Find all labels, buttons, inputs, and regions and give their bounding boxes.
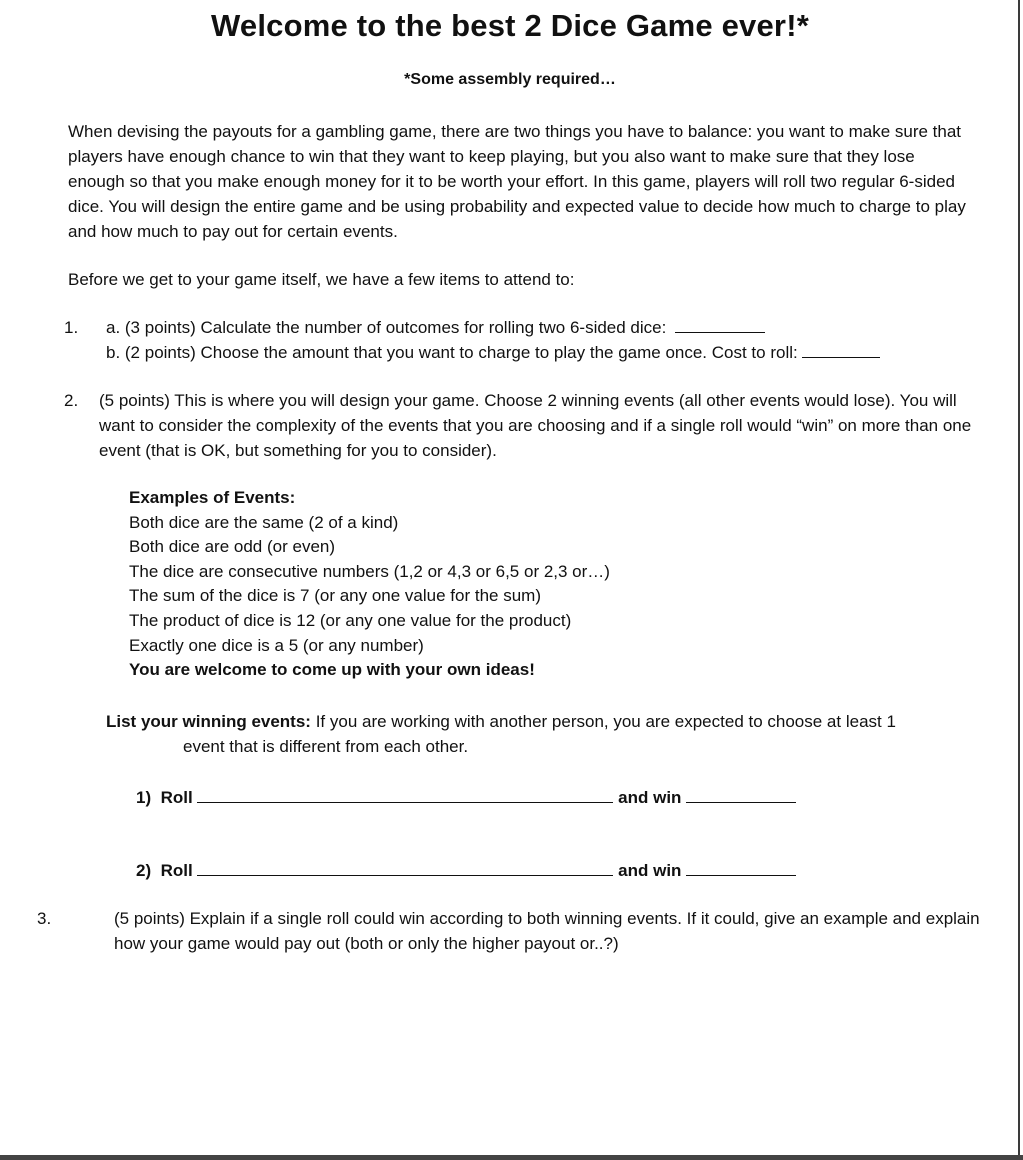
examples-heading: Examples of Events: — [129, 488, 296, 507]
answer-blank-1b[interactable] — [802, 340, 880, 358]
winning-event-row-1 — [136, 785, 796, 810]
example-item: The sum of the dice is 7 (or any one value for the sum) — [129, 586, 541, 606]
roll-label: Roll — [160, 861, 193, 880]
question-1b — [106, 340, 880, 365]
roll-event-blank-2[interactable] — [197, 858, 613, 876]
roll-label: Roll — [160, 788, 193, 807]
question-1a-text: a. (3 points) Calculate the number of outcomes for rolling two 6-sided dice: — [106, 318, 667, 337]
winning-events-instructions — [106, 709, 986, 759]
examples-footer: You are welcome to come up with your own ideas! — [129, 660, 535, 680]
example-item: The product of dice is 12 (or any one value for the product) — [129, 610, 572, 630]
winning-events-text-2: event that is different from each other. — [183, 737, 469, 756]
question-1-number: 1. — [64, 318, 79, 337]
intro-paragraph: When devising the payouts for a gambling game, there are two things you have to balance: you want to make sure that players have enough chance to win that they want to keep playing, but you also want to make sure that they lose enough so that you make enough money for it to be worth your effort. In this game, players will roll two regular 6-sided dice. You will design the entire game and be using probability and expected value to decide how much to charge to play and how much to pay out for certain events. — [68, 122, 966, 241]
question-2-number: 2. — [64, 391, 79, 410]
win-amount-blank-2[interactable] — [686, 858, 796, 876]
question-2-text: (5 points) This is where you will design your game. Choose 2 winning events (all other events would lose). You will want to consider the complexity of the events that you are choosing and if a single roll would “win” on more than one event (that is OK, but something for you to consider). — [99, 391, 972, 460]
page-subtitle: *Some assembly required… — [404, 71, 616, 88]
question-1a — [106, 315, 765, 340]
win-amount-blank-1[interactable] — [686, 785, 796, 803]
winning-events-label: List your winning events: — [106, 712, 311, 731]
example-item: The dice are consecutive numbers (1,2 or 4,3 or 6,5 or 2,3 or…) — [129, 561, 610, 581]
example-item: Both dice are odd (or even) — [129, 537, 336, 557]
before-paragraph: Before we get to your game itself, we have a few items to attend to: — [68, 270, 575, 289]
bottom-border — [0, 1155, 1023, 1160]
roll-event-blank-1[interactable] — [197, 785, 613, 803]
roll-number: 2) — [136, 861, 152, 880]
question-1b-text: b. (2 points) Choose the amount that you want to charge to play the game once. Cost to roll: — [106, 343, 798, 362]
question-3-number: 3. — [37, 909, 52, 928]
win-label: and win — [618, 861, 682, 880]
page-title: Welcome to the best 2 Dice Game ever!* — [211, 8, 809, 43]
example-item: Both dice are the same (2 of a kind) — [129, 512, 399, 532]
examples-list — [129, 486, 829, 683]
question-3-text: (5 points) Explain if a single roll could win according to both winning events. If it could, give an example and explain how your game would pay out (both or only the higher payout or..?) — [114, 909, 980, 953]
winning-events-text-1: If you are working with another person, you are expected to choose at least 1 — [310, 712, 896, 731]
example-item: Exactly one dice is a 5 (or any number) — [129, 635, 424, 655]
answer-blank-1a[interactable] — [675, 315, 765, 333]
roll-number: 1) — [136, 788, 152, 807]
winning-event-row-2 — [136, 858, 796, 883]
win-label: and win — [618, 788, 682, 807]
